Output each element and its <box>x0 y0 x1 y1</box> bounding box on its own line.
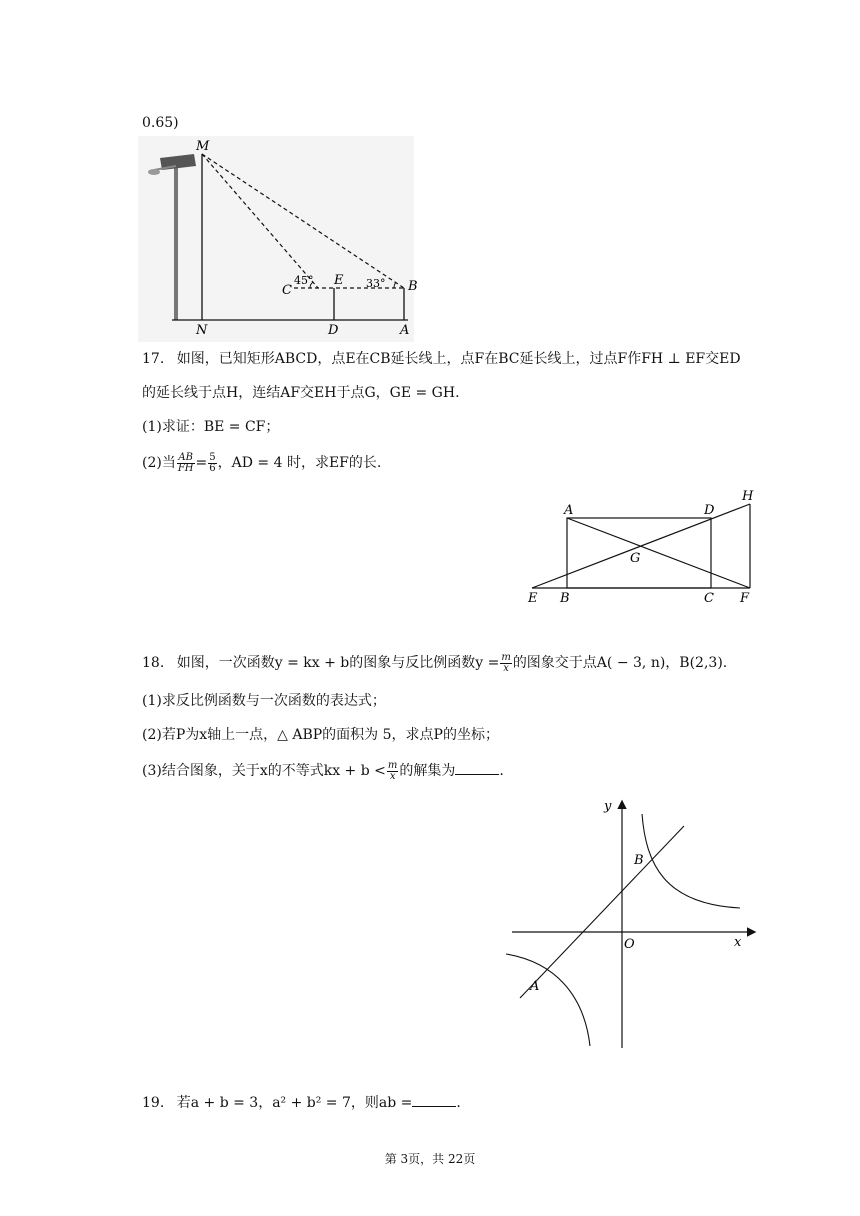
line-AF <box>567 518 750 588</box>
q18-number: 18. <box>142 655 165 671</box>
streetlight-figure <box>138 136 418 342</box>
previous-question-fragment: 0.65) <box>142 115 179 131</box>
q19-end: . <box>456 1095 461 1111</box>
label-x: x <box>734 935 742 950</box>
label-y: y <box>604 799 612 814</box>
label-B: B <box>408 279 418 294</box>
hyperbola-branch-1 <box>642 814 740 908</box>
q17-part1: (1)求证：BE = CF； <box>142 419 280 435</box>
q18-part3-end: . <box>499 763 504 779</box>
q17-fraction-5-6: $\frac{5}{6}$ <box>209 451 216 474</box>
q18-text-b: 的图象交于点A( − 3, n)，B(2,3). <box>512 655 728 671</box>
label-H: H <box>742 489 754 504</box>
q17-fraction-ab-fh: $\frac{AB}{FH}$ <box>177 451 194 474</box>
q18-part1: (1)求反比例函数与一次函数的表达式； <box>142 693 386 709</box>
q18-part3-a: (3)结合图象，关于x的不等式kx + b < <box>142 763 386 779</box>
label-A: A <box>400 323 410 338</box>
q17-part2-prefix: (2)当 <box>142 455 176 471</box>
label-F: F <box>740 591 750 606</box>
label-G: G <box>630 551 641 566</box>
label-M: M <box>196 139 210 154</box>
label-B: B <box>634 853 644 868</box>
answer-blank[interactable] <box>455 762 499 775</box>
label-C: C <box>704 591 714 606</box>
linear-function-line <box>520 826 684 998</box>
q19-number: 19. <box>142 1095 165 1111</box>
page-footer: 第 3页，共 22页 <box>384 1152 476 1166</box>
label-E: E <box>528 591 538 606</box>
lamp-head <box>148 169 160 175</box>
label-O: O <box>624 937 635 952</box>
q18-part2: (2)若P为x轴上一点，△ ABP的面积为 5，求点P的坐标； <box>142 727 499 743</box>
q19 <box>142 1094 461 1112</box>
label-N: N <box>196 323 208 338</box>
q19-answer-blank[interactable] <box>412 1094 456 1107</box>
label-A: A <box>564 503 574 518</box>
angle-label-33: 33° <box>366 277 386 290</box>
label-D: D <box>704 503 715 518</box>
q18-fraction-m-x: $\frac{m}{x}$ <box>501 651 511 674</box>
q17-text-line1: 如图，已知矩形ABCD，点E在CB延长线上，点F在BC延长线上，过点F作FH ⊥ EF交ED <box>176 351 741 367</box>
label-E: E <box>334 273 344 288</box>
q17-number: 17. <box>142 351 165 367</box>
q18-part3-b: 的解集为 <box>399 763 456 779</box>
label-D: D <box>328 323 339 338</box>
function-graph-figure <box>504 794 764 1050</box>
q18-line1 <box>142 650 727 676</box>
q18-text-a: 如图，一次函数y = kx + b的图象与反比例函数y = <box>176 655 500 671</box>
rectangle-figure <box>524 486 764 610</box>
label-B: B <box>560 591 570 606</box>
label-C: C <box>282 283 292 298</box>
q17-part2-suffix: ，AD = 4 时，求EF的长. <box>217 455 382 471</box>
label-A: A <box>530 979 540 994</box>
q18-part3-fraction: $\frac{m}{x}$ <box>387 759 398 782</box>
hyperbola-branch-2 <box>506 954 590 1046</box>
q18-part3 <box>142 756 504 786</box>
q17-part2 <box>142 448 381 478</box>
q17-line1 <box>142 350 741 368</box>
q19-text: 若a + b = 3，a² + b² = 7，则ab = <box>176 1095 413 1111</box>
angle-label-45: 45° <box>294 274 314 287</box>
q17-equals: = <box>195 455 208 471</box>
q17-text-line2: 的延长线于点H，连结AF交EH于点G，GE = GH. <box>142 385 460 401</box>
